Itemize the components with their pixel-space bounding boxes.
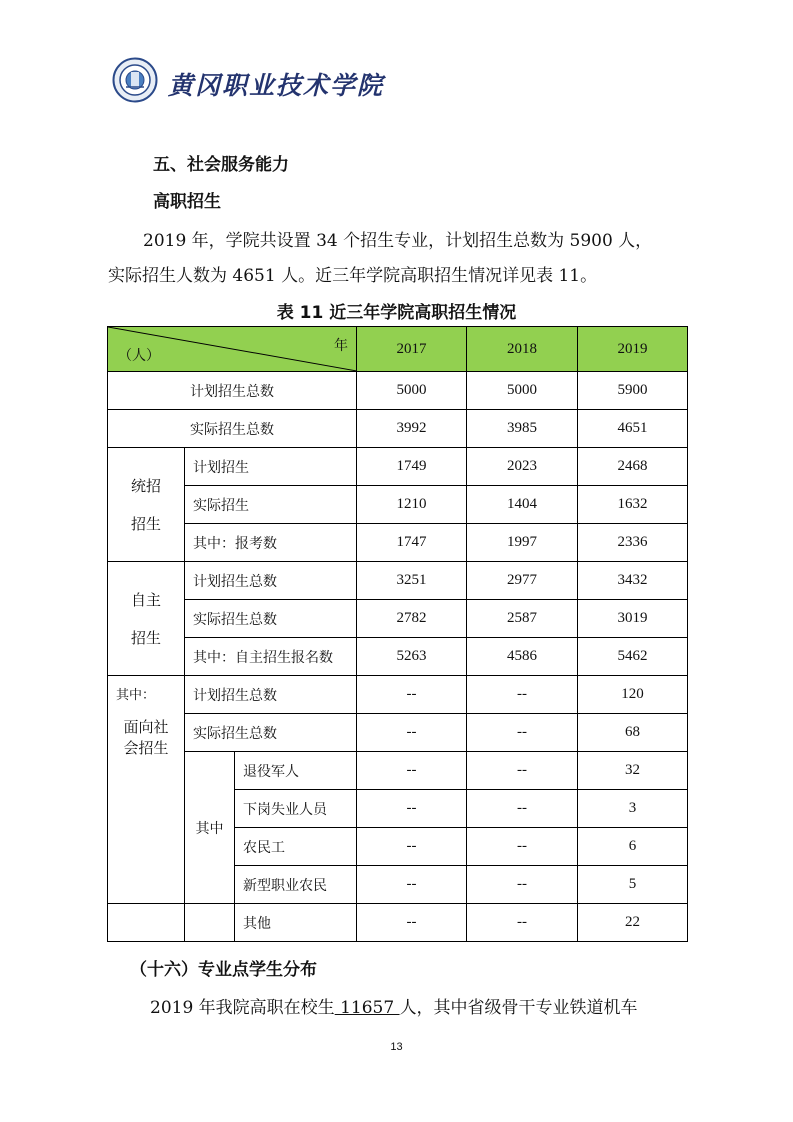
- cell-value: 6: [578, 828, 688, 866]
- cell-value: 2977: [467, 562, 578, 600]
- row-label: 计划招生总数: [108, 372, 357, 410]
- row-label: 下岗失业人员: [235, 790, 357, 828]
- row-label: 其中：自主招生报名数: [185, 638, 357, 676]
- group-label-line: 会招生: [123, 739, 169, 757]
- page-number: 13: [390, 1041, 403, 1053]
- cell-value: 2468: [578, 448, 688, 486]
- group-label-line: 自主: [130, 590, 161, 609]
- row-label: 计划招生总数: [185, 676, 357, 714]
- table-row: [108, 372, 688, 410]
- row-label: 计划招生总数: [185, 562, 357, 600]
- row-label: 计划招生: [185, 448, 357, 486]
- table-row: [108, 904, 688, 942]
- group-label-prefix: 其中：: [116, 688, 156, 703]
- sub-group-label: 其中: [185, 752, 235, 904]
- cell-value: 2023: [467, 448, 578, 486]
- cell-value: --: [357, 790, 467, 828]
- cell-value: --: [357, 904, 467, 942]
- table-row: [108, 486, 688, 524]
- cell-value: 3251: [357, 562, 467, 600]
- cell-value: --: [357, 752, 467, 790]
- section2-title: （十六）专业点学生分布: [130, 960, 317, 980]
- cell-value: --: [467, 866, 578, 904]
- empty-cell: [108, 904, 185, 942]
- cell-value: --: [467, 790, 578, 828]
- cell-value: 68: [578, 714, 688, 752]
- student-count: 11657: [334, 998, 400, 1018]
- row-label: 实际招生总数: [185, 714, 357, 752]
- corner-unit-label: （人）: [118, 348, 160, 364]
- table-row: [108, 638, 688, 676]
- section-title: 五、社会服务能力: [153, 155, 289, 175]
- table-header-row: [108, 327, 688, 372]
- cell-value: 32: [578, 752, 688, 790]
- row-label: 实际招生总数: [108, 410, 357, 448]
- cell-value: 4651: [578, 410, 688, 448]
- cell-value: --: [467, 904, 578, 942]
- cell-value: 1404: [467, 486, 578, 524]
- cell-value: 5900: [578, 372, 688, 410]
- corner-header-cell: [108, 327, 357, 372]
- table-row: [108, 600, 688, 638]
- table-row: [108, 524, 688, 562]
- table-caption: 表 11 近三年学院高职招生情况: [276, 303, 517, 323]
- cell-value: 1749: [357, 448, 467, 486]
- group-label-social: [108, 676, 185, 904]
- table-row: [108, 714, 688, 752]
- row-label: 其中：报考数: [185, 524, 357, 562]
- row-label: 其他: [235, 904, 357, 942]
- cell-value: 3985: [467, 410, 578, 448]
- row-label: 实际招生: [185, 486, 357, 524]
- table-row: [108, 562, 688, 600]
- cell-value: 3992: [357, 410, 467, 448]
- cell-value: 1997: [467, 524, 578, 562]
- row-label: 新型职业农民: [235, 866, 357, 904]
- row-label: 实际招生总数: [185, 600, 357, 638]
- enrollment-table: [107, 326, 688, 942]
- group-label-independent: [108, 562, 185, 676]
- cell-value: 1210: [357, 486, 467, 524]
- cell-value: 3: [578, 790, 688, 828]
- cell-value: 1747: [357, 524, 467, 562]
- cell-value: 3019: [578, 600, 688, 638]
- cell-value: 120: [578, 676, 688, 714]
- cell-value: --: [467, 714, 578, 752]
- cell-value: 2336: [578, 524, 688, 562]
- corner-year-label: 年: [334, 338, 349, 354]
- school-logo-emblem: [112, 57, 158, 103]
- row-label: 农民工: [235, 828, 357, 866]
- cell-value: 5: [578, 866, 688, 904]
- cell-value: --: [357, 676, 467, 714]
- cell-value: 5000: [357, 372, 467, 410]
- group-label-line: 招生: [130, 514, 161, 533]
- cell-value: 4586: [467, 638, 578, 676]
- paragraph-text: 2019 年我院高职在校生: [150, 998, 335, 1018]
- row-label: 退役军人: [235, 752, 357, 790]
- cell-value: --: [357, 828, 467, 866]
- cell-value: 1632: [578, 486, 688, 524]
- group-label-line: 招生: [130, 628, 161, 647]
- cell-value: --: [467, 676, 578, 714]
- cell-value: 2587: [467, 600, 578, 638]
- cell-value: --: [357, 866, 467, 904]
- year-header-2019: 2019: [578, 327, 688, 372]
- cell-value: 5263: [357, 638, 467, 676]
- group-label-line: 面向社: [123, 718, 169, 736]
- year-header-2018: 2018: [467, 327, 578, 372]
- cell-value: 3432: [578, 562, 688, 600]
- table-row: [108, 410, 688, 448]
- group-label-line: 统招: [130, 476, 161, 495]
- section2-paragraph: [150, 993, 638, 1018]
- table-row: [108, 752, 688, 790]
- paragraph-text: 人，其中省级骨干专业铁道机车: [399, 998, 638, 1018]
- empty-cell: [185, 904, 235, 942]
- paragraph-line-2: 实际招生人数为 4651 人。近三年学院高职招生情况详见表 11。: [108, 266, 598, 286]
- cell-value: --: [467, 752, 578, 790]
- year-header-2017: 2017: [357, 327, 467, 372]
- cell-value: 5000: [467, 372, 578, 410]
- cell-value: --: [357, 714, 467, 752]
- table-row: [108, 448, 688, 486]
- paragraph-line-1: 2019 年，学院共设置 34 个招生专业，计划招生总数为 5900 人，: [143, 231, 653, 251]
- cell-value: 5462: [578, 638, 688, 676]
- cell-value: 2782: [357, 600, 467, 638]
- table-row: [108, 676, 688, 714]
- cell-value: --: [467, 828, 578, 866]
- school-name-logo-text: 黄冈职业技术学院: [168, 71, 385, 100]
- section-subtitle: 高职招生: [153, 192, 221, 212]
- group-label-unified: [108, 448, 185, 562]
- cell-value: 22: [578, 904, 688, 942]
